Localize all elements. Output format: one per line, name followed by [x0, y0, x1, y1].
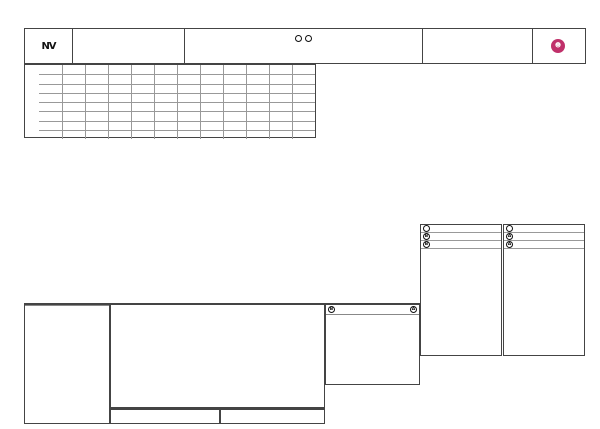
remarks-box — [110, 303, 325, 408]
team-a-officials-heading: A — [504, 241, 584, 249]
sams-face-icon: ☻ — [551, 39, 565, 53]
federation-logo — [25, 29, 73, 63]
grid-line — [223, 65, 224, 139]
grid-line — [131, 65, 132, 139]
linesmen-title — [221, 409, 324, 410]
grid-line — [292, 65, 293, 139]
match-box — [185, 29, 423, 63]
team-b-badge — [423, 225, 430, 232]
linesmen-box — [220, 408, 325, 424]
remarks-title — [111, 304, 324, 305]
team-a-libero-heading: A — [504, 233, 584, 241]
grid-line — [200, 65, 201, 139]
venue-box — [423, 29, 533, 63]
team-a-badge — [506, 225, 513, 232]
grid-line — [177, 65, 178, 139]
away-team-badge — [305, 35, 312, 42]
set-block — [24, 64, 316, 138]
sams-logo — [533, 29, 585, 63]
results-box: B A — [325, 303, 420, 385]
league-box — [73, 29, 185, 63]
referees-title — [111, 409, 219, 410]
grid-line — [246, 65, 247, 139]
logo-mark-icon: NV — [41, 40, 56, 52]
roster-team-a — [503, 224, 585, 356]
grid-line — [85, 65, 86, 139]
sanctions-box — [24, 303, 110, 424]
team-b-libero-heading: B — [421, 233, 501, 241]
home-team-badge — [295, 35, 302, 42]
grid-line — [269, 65, 270, 139]
set-label — [27, 73, 37, 75]
grid-line — [154, 65, 155, 139]
scoresheet-header — [24, 28, 586, 64]
grid-line — [62, 65, 63, 139]
grid-line — [108, 65, 109, 139]
sanctions-columns — [25, 305, 109, 306]
team-b-officials-heading: B — [421, 241, 501, 249]
referees-box — [110, 408, 220, 424]
roster-team-b — [420, 224, 502, 356]
